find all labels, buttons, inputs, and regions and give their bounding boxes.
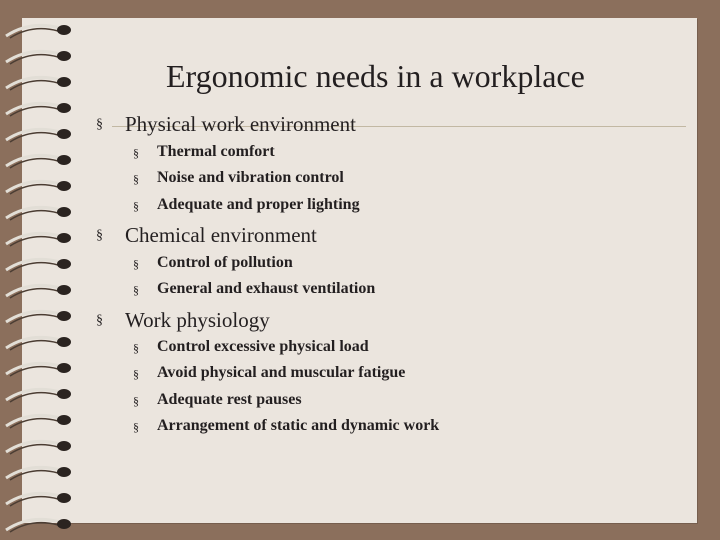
binding-ring xyxy=(6,285,60,296)
binding-ring xyxy=(6,207,60,218)
binding-ring xyxy=(6,337,60,348)
section-heading: Chemical environment xyxy=(125,223,317,247)
binding-ring xyxy=(6,51,60,62)
binding-ring xyxy=(6,311,60,322)
binding-ring xyxy=(6,467,60,478)
binding-hole xyxy=(57,441,71,451)
binding-ring xyxy=(6,233,60,244)
bullet-icon: § xyxy=(133,283,139,297)
bullet-icon: § xyxy=(96,313,103,328)
bullet-icon: § xyxy=(133,172,139,186)
binding-ring xyxy=(6,155,60,166)
binding-hole xyxy=(57,415,71,425)
binding-ring xyxy=(6,181,60,192)
binding-hole xyxy=(57,103,71,113)
bullet-icon: § xyxy=(133,367,139,381)
bullet-icon: § xyxy=(133,199,139,213)
slide-title: Ergonomic needs in a workplace xyxy=(166,58,585,94)
binding-hole xyxy=(57,285,71,295)
spiral-binding-icon xyxy=(0,0,90,540)
binding-ring xyxy=(6,441,60,452)
list-item: Thermal comfort xyxy=(157,143,275,160)
binding-hole xyxy=(57,207,71,217)
bullet-icon: § xyxy=(133,341,139,355)
section-heading: Physical work environment xyxy=(125,112,356,136)
binding-ring xyxy=(6,519,60,530)
binding-hole xyxy=(57,519,71,529)
list-item: Adequate rest pauses xyxy=(157,391,302,408)
binding-hole xyxy=(57,389,71,399)
binding-ring xyxy=(6,129,60,140)
binding-ring xyxy=(6,493,60,504)
bullet-icon: § xyxy=(96,117,103,132)
binding-hole xyxy=(57,467,71,477)
section-heading: Work physiology xyxy=(125,308,270,332)
bullet-icon: § xyxy=(133,257,139,271)
binding-hole xyxy=(57,77,71,87)
binding-hole xyxy=(57,259,71,269)
binding-hole xyxy=(57,51,71,61)
binding-ring xyxy=(6,77,60,88)
binding-ring xyxy=(6,25,60,36)
list-item: Control of pollution xyxy=(157,254,293,271)
binding-ring xyxy=(6,103,60,114)
bullet-icon: § xyxy=(96,228,103,243)
bullet-icon: § xyxy=(133,420,139,434)
bullet-icon: § xyxy=(133,146,139,160)
binding-ring xyxy=(6,389,60,400)
binding-hole xyxy=(57,337,71,347)
list-item: Control excessive physical load xyxy=(157,338,369,355)
binding-hole xyxy=(57,155,71,165)
list-item: Adequate and proper lighting xyxy=(157,196,360,213)
binding-hole xyxy=(57,363,71,373)
binding-ring xyxy=(6,363,60,374)
bullet-icon: § xyxy=(133,394,139,408)
list-item: Arrangement of static and dynamic work xyxy=(157,417,440,434)
binding-ring xyxy=(6,259,60,270)
binding-hole xyxy=(57,493,71,503)
list-item: General and exhaust ventilation xyxy=(157,280,376,297)
list-item: Noise and vibration control xyxy=(157,169,344,186)
binding-hole xyxy=(57,25,71,35)
binding-hole xyxy=(57,181,71,191)
binding-hole xyxy=(57,129,71,139)
binding-ring xyxy=(6,415,60,426)
binding-hole xyxy=(57,311,71,321)
list-item: Avoid physical and muscular fatigue xyxy=(157,364,406,381)
binding-hole xyxy=(57,233,71,243)
